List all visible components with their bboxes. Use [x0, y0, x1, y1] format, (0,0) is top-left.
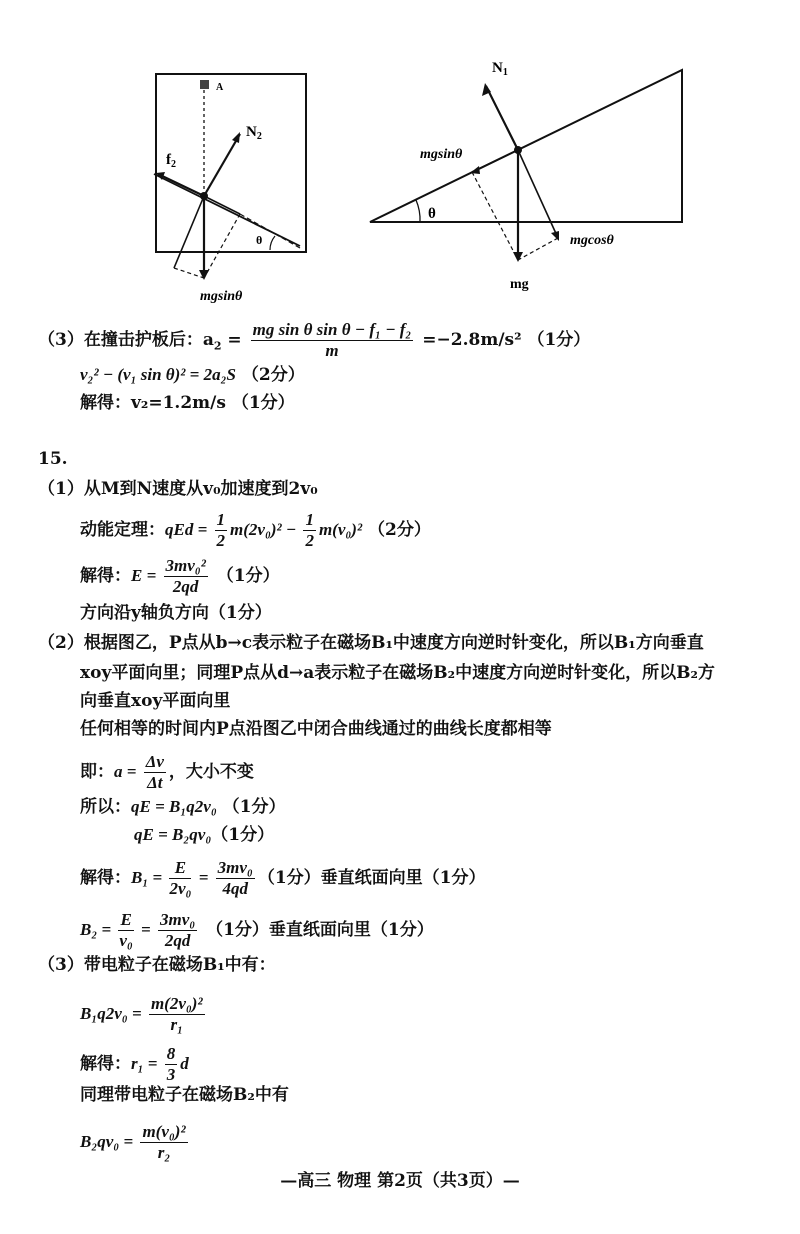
q15-p3-solve: 解得：r₁ = $\frac{8}{3}$ d — [80, 1044, 189, 1084]
q15-p2-accel: 即：a = $\frac{\Delta v}{\Delta t}$ ，大小不变 — [80, 752, 254, 792]
q15-p2-line1: （2）根据图乙，P点从b→c表示粒子在磁场B₁中速度方向逆时针变化，所以B₁方向垂直 — [38, 633, 704, 653]
theta-right: θ — [428, 206, 436, 222]
f2-label: $f_2$ — [166, 152, 176, 170]
q15-p2-so2: qE = B₂qv₀（1分） — [134, 825, 275, 845]
figure-left — [140, 60, 330, 310]
q15-p1-solve: 解得：E = $\frac{\text{3mv₀²}}{2qd}$ （1分） — [80, 556, 280, 596]
q15-p2-b2: B₂ = $\frac{E}{\text{v₀}}$ = $\frac{\text{3mv₀}}{2qd}$ （1分）垂直纸面向里（1分） — [80, 910, 434, 950]
theta-left: θ — [256, 233, 263, 247]
q15-p1-direction: 方向沿y轴负方向（1分） — [80, 603, 272, 623]
q15-number: 15. — [38, 449, 68, 469]
q15-p2-line4: 任何相等的时间内P点沿图乙中闭合曲线通过的曲线长度都相等 — [80, 719, 552, 739]
mgcos-label: mgcosθ — [570, 233, 614, 248]
point-a-label: A — [216, 82, 224, 93]
fraction: $\frac{\text{mg sin θ sin θ − f₁ − f₂}}{m}$ — [252, 320, 412, 360]
mgsin-bottom-label: mgsinθ — [200, 289, 243, 304]
q15-p3-eq1: B₁q2v₀ = $\frac{\text{m(2v₀)²}}{\text{r₁}}$ — [80, 994, 203, 1034]
q15-p3-eq2: B₂qv₀ = $\frac{\text{m(v₀)²}}{\text{r₂}}$ — [80, 1122, 186, 1162]
q15-p3-title: （3）带电粒子在磁场B₁中有： — [38, 955, 276, 975]
q15-p2-line3: 向垂直xoy平面向里 — [80, 691, 231, 711]
mg-label: mg — [510, 277, 529, 292]
s14-p3-line2: v₂² − (v₁ sin θ)² = 2a₂S （2分） — [80, 365, 305, 385]
mgsin-label: mgsinθ — [420, 147, 463, 162]
page-footer: —高三 物理 第2页（共3页）— — [280, 1171, 520, 1191]
q15-p3-same: 同理带电粒子在磁场B₂中有 — [80, 1085, 289, 1105]
s14-p3-line1: （3）在撞击护板后：$a_2$ = $\frac{\text{mg sin θ sin θ − f₁ − f₂}}{m}$ =−2.8m/s² （1分） — [38, 320, 591, 360]
q15-p1-title: （1）从M到N速度从v₀加速度到2v₀ — [38, 479, 318, 499]
q15-p1-energy: 动能定理：qEd = $\frac{1}{2}$ m(2v₀)² − $\frac{1}{2}$ m(v₀)² （2分） — [80, 510, 431, 550]
q15-p2-line2: xoy平面向里；同理P点从d→a表示粒子在磁场B₂中速度方向逆时针变化，所以B₂方 — [80, 663, 715, 683]
n2-label: $N_2$ — [246, 124, 262, 142]
figure-right — [360, 50, 700, 300]
q15-p2-b1: 解得：B₁ = $\frac{E}{\text{2v₀}}$ = $\frac{\text{3mv₀}}{4qd}$ （1分）垂直纸面向里（1分） — [80, 858, 486, 898]
q15-p2-so1: 所以：qE = B₁q2v₀ （1分） — [80, 797, 286, 817]
s14-p3-line3: 解得：v₂=1.2m/s （1分） — [80, 393, 295, 413]
block-a — [200, 80, 209, 89]
n1-label: $N_1$ — [492, 60, 508, 78]
